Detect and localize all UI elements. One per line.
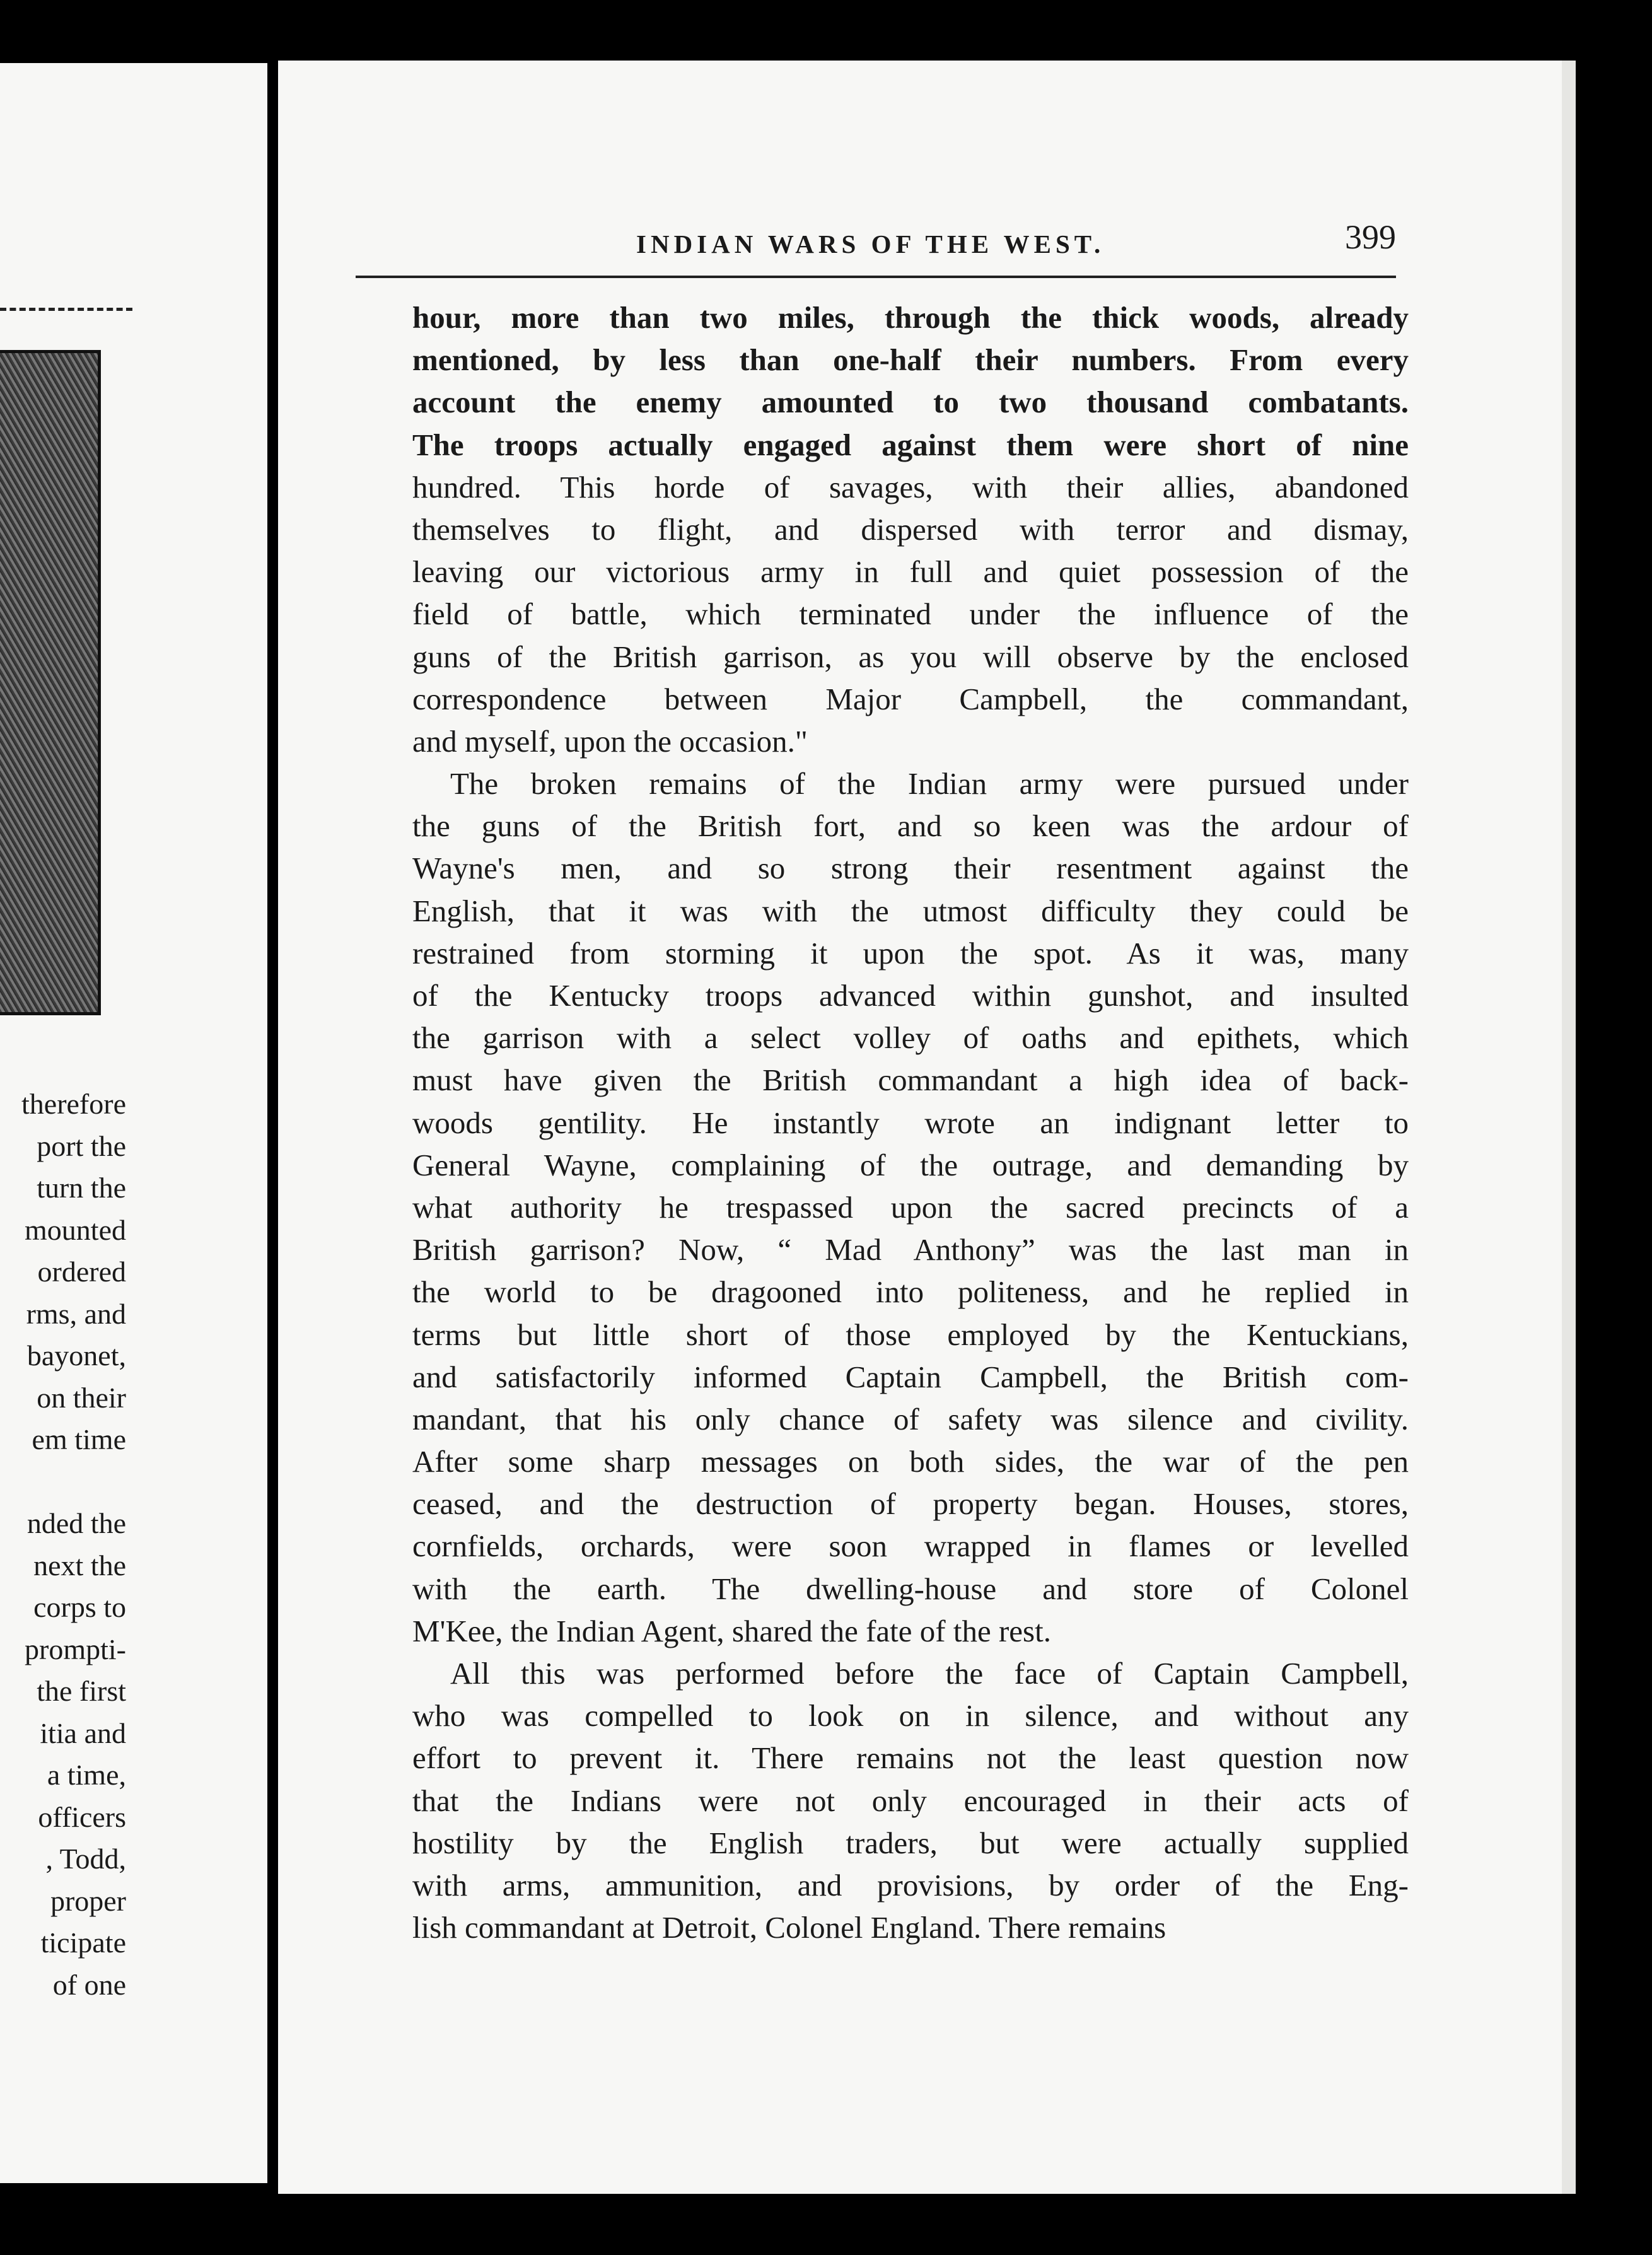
left-page-line: a time, [47,1759,126,1791]
left-page-line: officers [38,1800,126,1833]
text-line: the guns of the British fort, and so keen was the ardour of [412,808,1409,844]
body-text [412,296,1409,1949]
text-line: the garrison with a select volley of oaths and epithets, which [412,1020,1409,1056]
text-line: of the Kentucky troops advanced within gunshot, and insulted [412,978,1409,1013]
left-page-line: corps to [33,1591,126,1623]
text-line: with the earth. The dwelling-house and store of Colonel [412,1571,1409,1606]
text-line: who was compelled to look on in silence, and without any [412,1698,1409,1733]
text-line: effort to prevent it. There remains not the least question now [412,1740,1409,1776]
left-page-line: , Todd, [45,1843,126,1875]
page-header [356,218,1396,268]
left-page-line: bayonet, [26,1339,126,1372]
text-line: hour, more than two miles, through the thick woods, already [412,300,1409,335]
text-line: restrained from storming it upon the spot. As it was, many [412,935,1409,970]
left-facing-page [0,63,267,2183]
left-page-line [0,1461,126,1503]
text-line: cornfields, orchards, were soon wrapped in flames or levelled [412,1529,1409,1564]
left-page-line: rms, and [26,1297,126,1330]
left-page-line: mounted [25,1213,126,1246]
text-line: and satisfactorily informed Captain Campbell, the British com- [412,1359,1409,1394]
text-line: guns of the British garrison, as you will observe by the enclosed [412,639,1409,674]
left-page-rule [0,308,132,311]
text-line: mentioned, by less than one-half their numbers. From every [412,342,1409,378]
text-line: that the Indians were not only encouraged in their acts of [412,1783,1409,1818]
left-page-line: on their [37,1381,126,1414]
left-page-line: therefore [21,1088,126,1120]
header-rule [356,276,1396,278]
left-page-line: itia and [40,1716,126,1749]
page-number: 399 [1345,218,1396,256]
text-line: English, that it was with the utmost difficulty they could be [412,893,1409,928]
text-line: British garrison? Now, “ Mad Anthony” was the last man in [412,1232,1409,1267]
text-line: themselves to flight, and dispersed with terror and dismay, [412,511,1409,547]
text-line: hundred. This horde of savages, with their allies, abandoned [412,469,1409,504]
text-line: hostility by the English traders, but were actually supplied [412,1825,1409,1860]
left-page-text [0,1083,126,2006]
text-line: Wayne's men, and so strong their resentment against the [412,851,1409,886]
text-line: with arms, ammunition, and provisions, by order of the Eng- [412,1867,1409,1902]
text-line: account the enemy amounted to two thousand combatants. [412,385,1409,420]
text-line: and myself, upon the occasion." [412,723,808,759]
page-edge [1562,61,1576,2194]
left-page-line: next the [33,1549,126,1582]
text-line: The broken remains of the Indian army were pursued under [450,766,1409,801]
left-page-engraving [0,350,101,1015]
text-line: field of battle, which terminated under the influence of the [412,597,1409,632]
left-page-line: ticipate [40,1926,126,1959]
left-page-line: nded the [26,1507,126,1539]
left-page-line: port the [37,1129,126,1162]
text-line: the world to be dragooned into politeness, and he replied in [412,1274,1409,1310]
text-line: woods gentility. He instantly wrote an indignant letter to [412,1105,1409,1140]
running-title: INDIAN WARS OF THE WEST. [636,230,1105,259]
text-line: what authority he trespassed upon the sacred precincts of a [412,1189,1409,1225]
text-line: lish commandant at Detroit, Colonel England. There remains [412,1910,1166,1945]
left-page-line: prompti- [25,1633,126,1665]
left-page-line: the first [37,1675,126,1707]
text-line: The troops actually engaged against them were short of nine [412,427,1409,462]
text-line: terms but little short of those employed by the Kentuckians, [412,1317,1409,1352]
text-line: M'Kee, the Indian Agent, shared the fate of the rest. [412,1613,1051,1648]
text-line: leaving our victorious army in full and quiet possession of the [412,554,1409,590]
text-line: ceased, and the destruction of property began. Houses, stores, [412,1486,1409,1522]
left-page-line: ordered [37,1256,126,1288]
left-page-line: turn the [37,1172,126,1204]
left-page-line: em time [32,1423,126,1455]
text-line: After some sharp messages on both sides, the war of the pen [412,1444,1409,1479]
text-line: correspondence between Major Campbell, the commandant, [412,681,1409,716]
text-line: mandant, that his only chance of safety was silence and civility. [412,1401,1409,1436]
text-line: All this was performed before the face of Captain Campbell, [450,1656,1409,1691]
text-line: General Wayne, complaining of the outrage, and demanding by [412,1147,1409,1182]
left-page-line: of one [52,1968,126,2001]
text-line: must have given the British commandant a high idea of back- [412,1063,1409,1098]
left-page-line: proper [50,1884,126,1917]
